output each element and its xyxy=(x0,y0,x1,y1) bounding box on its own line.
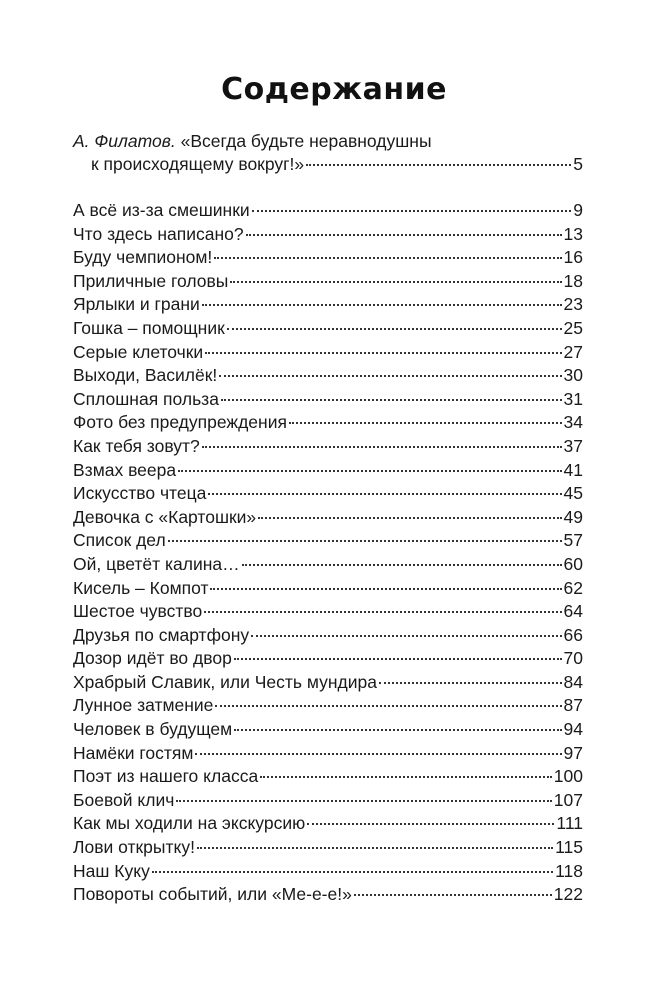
toc-entry[interactable] xyxy=(73,812,583,836)
toc-entry-page-number: 62 xyxy=(563,577,583,598)
toc-entry-page-number: 45 xyxy=(563,483,583,504)
toc-entry[interactable] xyxy=(73,529,583,553)
dot-leader xyxy=(214,257,561,259)
dot-leader xyxy=(230,281,561,283)
dot-leader xyxy=(260,776,552,778)
toc-entry[interactable] xyxy=(73,270,583,294)
toc-entry-title: Как тебя зовут? xyxy=(73,435,200,456)
dot-leader xyxy=(251,635,561,637)
toc-entry-page-number: 64 xyxy=(563,601,583,622)
toc-entry-title: Боевой клич xyxy=(73,789,175,810)
toc-entry-page-number: 97 xyxy=(563,742,583,763)
toc-entry-title: Серые клеточки xyxy=(73,341,204,362)
toc-entry-page-number: 107 xyxy=(553,789,583,810)
dot-leader xyxy=(246,234,562,236)
toc-entry[interactable] xyxy=(73,293,583,317)
toc-entry-title: Что здесь написано? xyxy=(73,223,244,244)
toc-entry-page-number: 66 xyxy=(563,624,583,645)
dot-leader xyxy=(219,375,561,377)
toc-entry[interactable] xyxy=(73,388,583,412)
toc-entry[interactable] xyxy=(73,600,583,624)
toc-entry-title: Список дел xyxy=(73,530,166,551)
dot-leader xyxy=(202,304,562,306)
toc-entry-page-number: 100 xyxy=(553,766,583,787)
toc-entry-page-number: 34 xyxy=(563,412,583,433)
toc-entry-title: Кисель – Компот xyxy=(73,577,209,598)
toc-entry[interactable] xyxy=(73,836,583,860)
toc-entry-page-number: 31 xyxy=(563,388,583,409)
toc-entry-page-number: 94 xyxy=(563,719,583,740)
dot-leader xyxy=(195,753,561,755)
toc-entry-page-number: 30 xyxy=(563,365,583,386)
toc-entry[interactable] xyxy=(73,742,583,766)
dot-leader xyxy=(205,352,561,354)
toc-entry[interactable] xyxy=(73,411,583,435)
toc-entry[interactable] xyxy=(73,199,583,223)
toc-entry-title: Шестое чувство xyxy=(73,601,203,622)
toc-entry-page-number: 41 xyxy=(563,459,583,480)
toc-entry[interactable] xyxy=(73,435,583,459)
toc-entry-page-number: 70 xyxy=(563,648,583,669)
dot-leader xyxy=(204,611,561,613)
dot-leader xyxy=(242,564,562,566)
dot-leader xyxy=(234,658,562,660)
toc-entry-title: Сплошная польза xyxy=(73,388,219,409)
dot-leader xyxy=(234,729,561,731)
dot-leader xyxy=(258,517,561,519)
toc-entry-page-number: 27 xyxy=(563,341,583,362)
toc-entry-page-number: 122 xyxy=(553,884,583,905)
toc-entry[interactable] xyxy=(73,506,583,530)
dot-leader xyxy=(306,164,571,166)
toc-entry[interactable] xyxy=(73,482,583,506)
toc-entry-page-number: 9 xyxy=(573,200,583,220)
intro-title-line2: к происходящему вокруг!» xyxy=(91,154,305,174)
toc-entry[interactable] xyxy=(73,860,583,884)
dot-leader xyxy=(168,540,562,542)
toc-entry-page-number: 57 xyxy=(563,530,583,551)
toc-entry-page-number: 18 xyxy=(563,270,583,291)
dot-leader xyxy=(221,399,562,401)
dot-leader xyxy=(197,847,553,849)
dot-leader xyxy=(215,705,561,707)
toc-entry-title: Искусство чтеца xyxy=(73,483,207,504)
toc-entry[interactable] xyxy=(73,317,583,341)
toc-entry-title: Друзья по смартфону xyxy=(73,624,250,645)
toc-entry[interactable] xyxy=(73,694,583,718)
toc-entry[interactable] xyxy=(73,577,583,601)
toc-entry-title: Дозор идёт во двор xyxy=(73,648,232,669)
intro-second-line xyxy=(73,153,583,176)
toc-entry-title: Выходи, Василёк! xyxy=(73,365,218,386)
intro-entry[interactable] xyxy=(73,130,583,176)
toc-entry-title: Повороты событий, или «Ме-е-е!» xyxy=(73,884,352,905)
toc-entry-page-number: 115 xyxy=(555,837,583,858)
toc-entry[interactable] xyxy=(73,459,583,483)
dot-leader xyxy=(178,470,561,472)
toc-entry-page-number: 25 xyxy=(563,317,583,338)
toc-entry-title: Приличные головы xyxy=(73,270,229,291)
toc-entry[interactable] xyxy=(73,364,583,388)
dot-leader xyxy=(208,493,561,495)
intro-first-line xyxy=(73,130,583,153)
toc-entry-page-number: 16 xyxy=(563,247,583,268)
toc-entry-title: Лови открытку! xyxy=(73,837,195,858)
toc-entry-page-number: 87 xyxy=(563,695,583,716)
toc-entry-title: Буду чемпионом! xyxy=(73,247,213,268)
toc-list xyxy=(73,199,583,907)
toc-entry-page-number: 13 xyxy=(563,223,583,244)
toc-entry-title: Намёки гостям xyxy=(73,742,194,763)
toc-entry[interactable] xyxy=(73,765,583,789)
toc-entry-title: Взмах веера xyxy=(73,459,177,480)
toc-entry-title: Поэт из нашего класса xyxy=(73,766,259,787)
toc-entry-page-number: 23 xyxy=(563,294,583,315)
toc-entry[interactable] xyxy=(73,341,583,365)
intro-title-line1: «Всегда будьте неравнодушны xyxy=(180,131,432,151)
intro-page-number: 5 xyxy=(573,154,583,174)
toc-entry-page-number: 49 xyxy=(563,506,583,527)
dot-leader xyxy=(202,446,562,448)
toc-entry-title: Как мы ходили на экскурсию xyxy=(73,813,306,834)
toc-entry-page-number: 84 xyxy=(563,671,583,692)
toc-entry-title: Фото без предупреждения xyxy=(73,412,287,433)
toc-entry-page-number: 37 xyxy=(563,435,583,456)
dot-leader xyxy=(252,210,572,212)
page-title: Содержание xyxy=(221,72,447,107)
toc-entry[interactable] xyxy=(73,553,583,577)
toc-entry[interactable] xyxy=(73,883,583,907)
dot-leader xyxy=(210,588,561,590)
toc-entry-page-number: 111 xyxy=(556,813,583,834)
toc-entry-title: Гошка – помощник xyxy=(73,317,225,338)
dot-leader xyxy=(176,800,551,802)
toc-entry[interactable] xyxy=(73,246,583,270)
dot-leader xyxy=(307,823,554,825)
toc-entry-title: Лунное затмение xyxy=(73,695,214,716)
dot-leader xyxy=(354,894,552,896)
toc-entry[interactable] xyxy=(73,223,583,247)
toc-entry[interactable] xyxy=(73,624,583,648)
toc-entry-page-number: 60 xyxy=(563,553,583,574)
toc-entry-title: Наш Куку xyxy=(73,860,150,881)
toc-entry-title: Человек в будущем xyxy=(73,719,233,740)
intro-author: А. Филатов. xyxy=(73,131,176,151)
dot-leader xyxy=(152,871,553,873)
toc-entry-page-number: 118 xyxy=(555,860,583,881)
toc-entry[interactable] xyxy=(73,718,583,742)
toc-entry[interactable] xyxy=(73,789,583,813)
toc-entry-title: Ой, цветёт калина… xyxy=(73,553,240,574)
dot-leader xyxy=(289,422,562,424)
toc-entry-title: Девочка с «Картошки» xyxy=(73,506,257,527)
toc-entry[interactable] xyxy=(73,671,583,695)
toc-entry-title: Храбрый Славик, или Честь мундира xyxy=(73,671,378,692)
dot-leader xyxy=(227,328,562,330)
toc-entry-title: Ярлыки и грани xyxy=(73,294,200,315)
toc-entry[interactable] xyxy=(73,647,583,671)
toc-entry-title: А всё из-за смешинки xyxy=(73,200,250,220)
dot-leader xyxy=(379,682,562,684)
